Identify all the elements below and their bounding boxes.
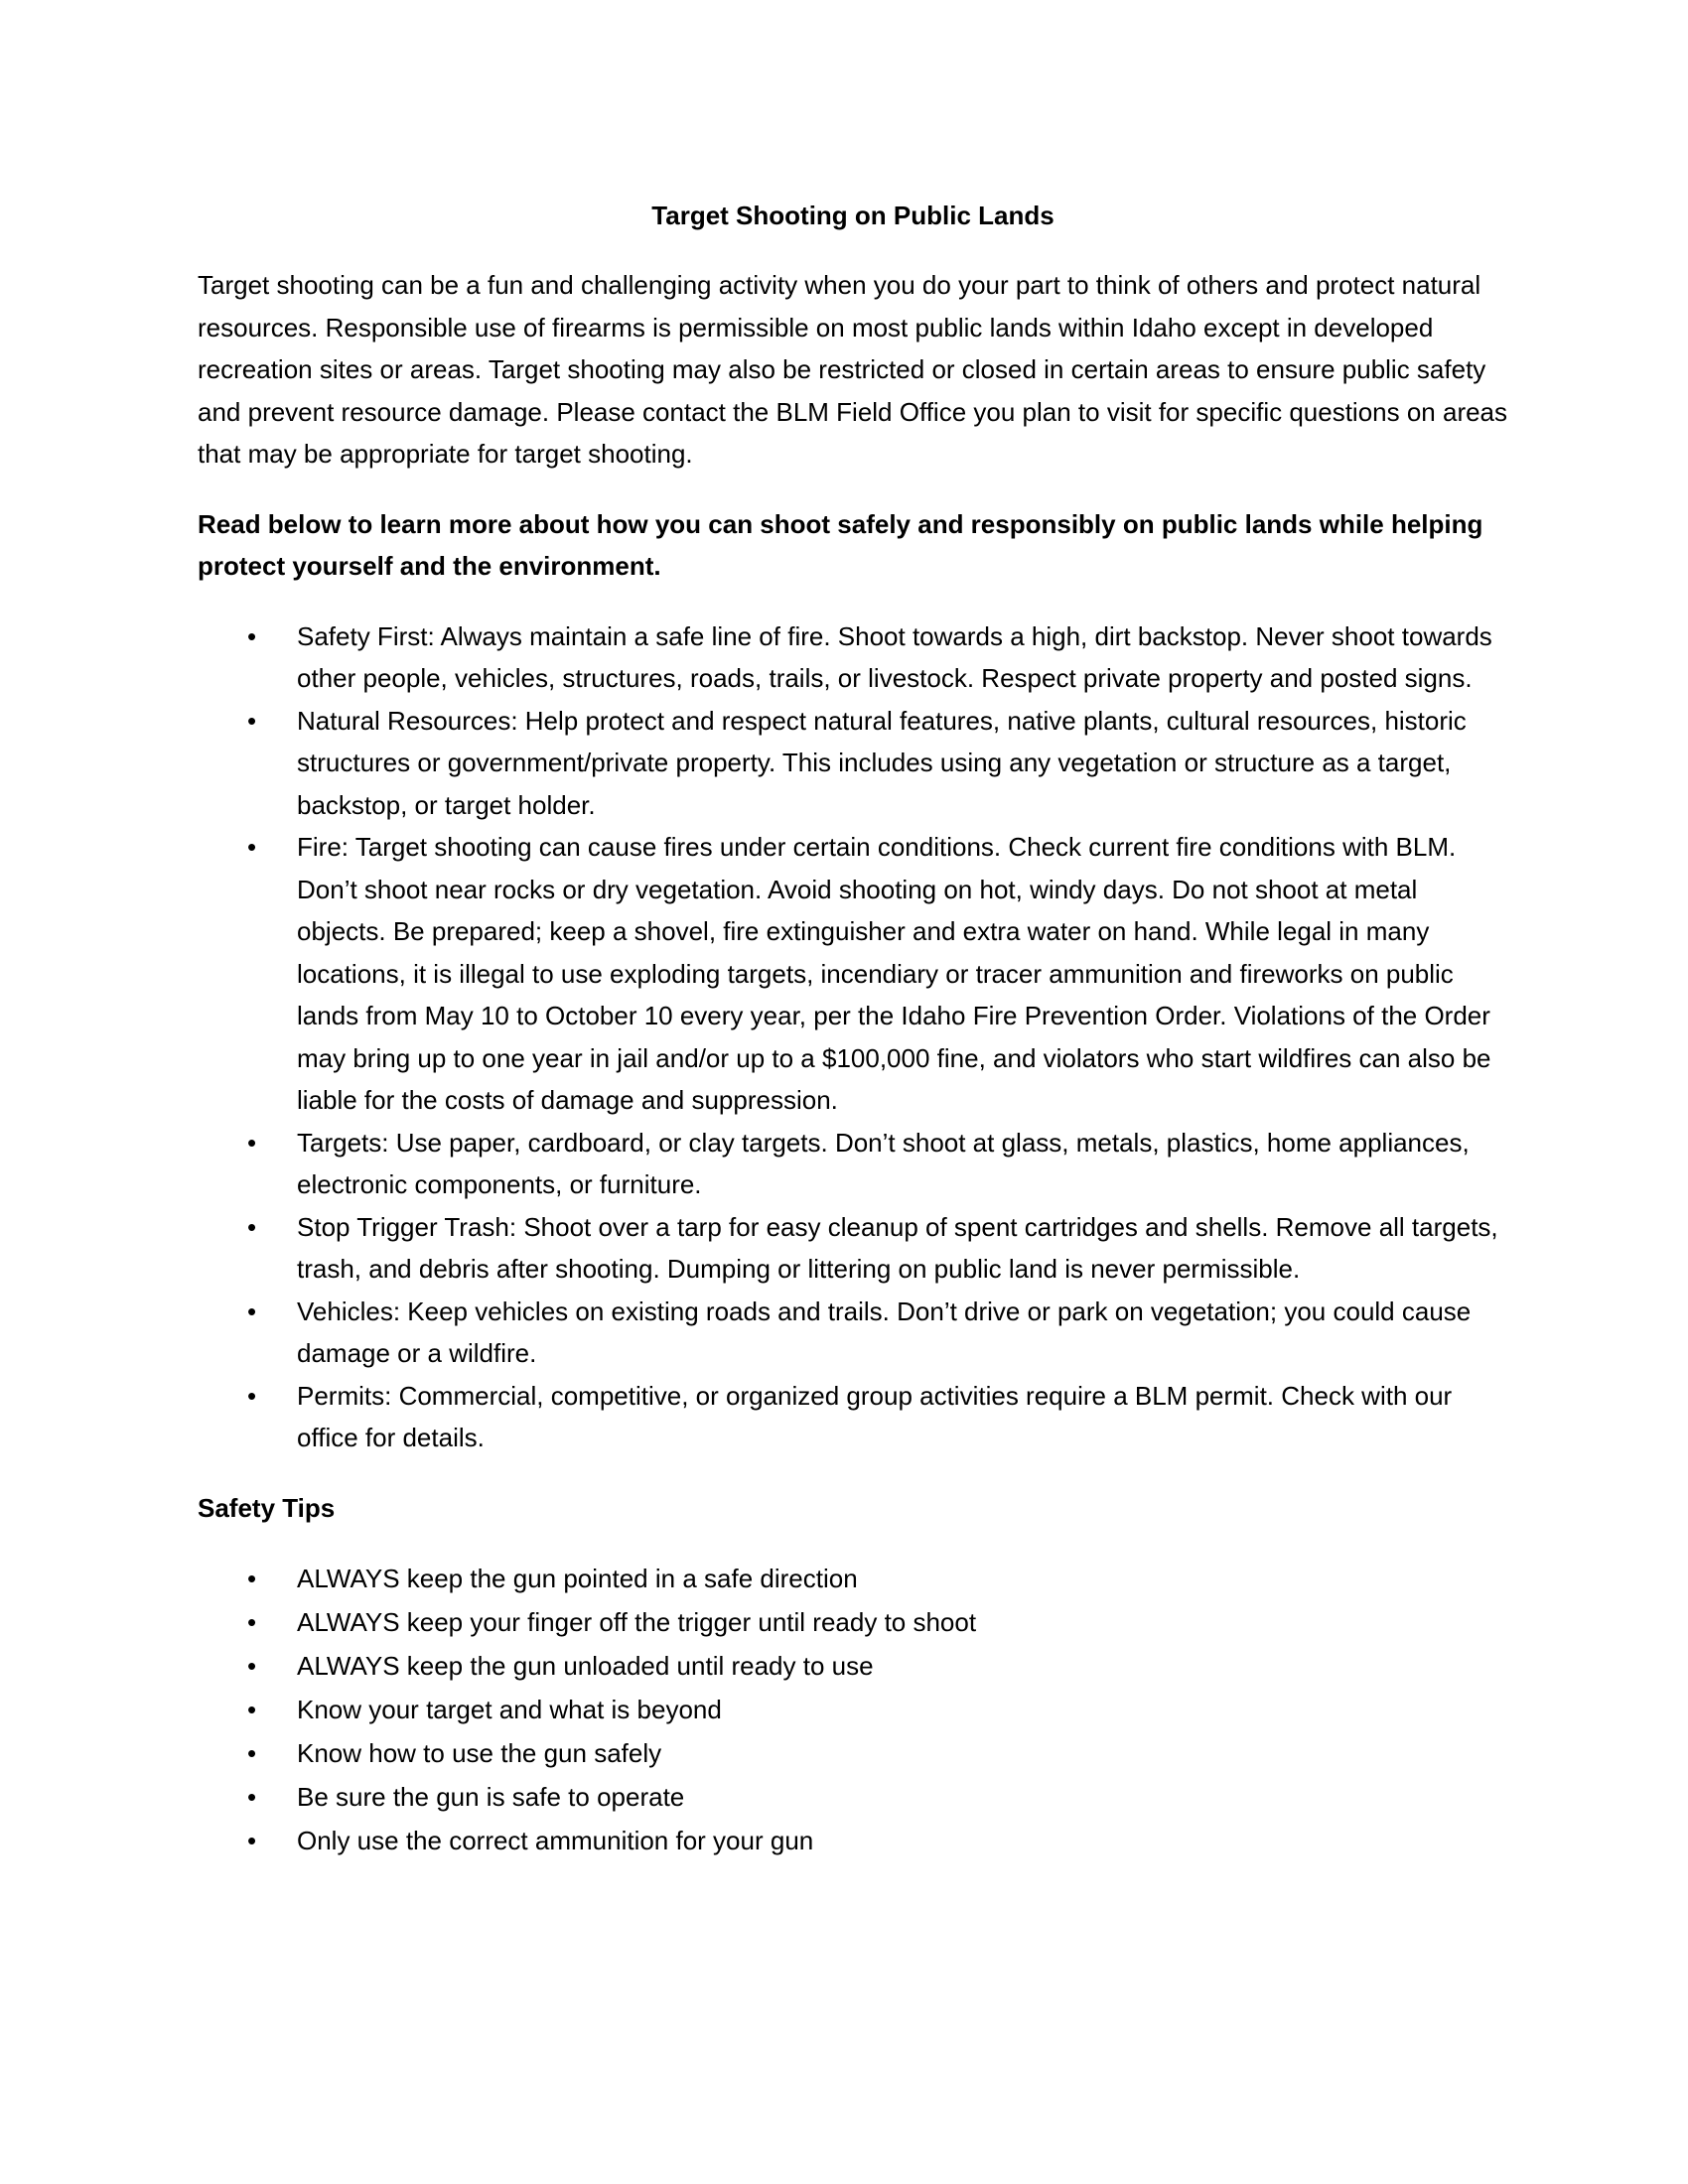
bullet-icon: • bbox=[247, 1606, 257, 1637]
safety-tips-list bbox=[198, 1557, 1508, 1862]
bullet-icon: • bbox=[247, 620, 257, 651]
safety-tip-text: Only use the correct ammunition for your gun bbox=[297, 1825, 814, 1855]
safety-tip-item bbox=[198, 1557, 1508, 1600]
guideline-text: Safety First: Always maintain a safe line of fire. Shoot towards a high, dirt backstop. Never shoot towards other people, vehicles, structures, roads, trails, or livestock. Respect private property and posted signs. bbox=[297, 620, 1492, 693]
bullet-icon: • bbox=[247, 1211, 257, 1242]
intro-paragraph: Target shooting can be a fun and challenging activity when you do your part to think of others and protect natural resources. Responsible use of firearms is permissible on most public lands within Idaho except in developed recreation sites or areas. Target shooting may also be restricted or closed in certain areas to ensure public safety and prevent resource damage. Please contact the BLM Field Office you plan to visit for specific questions on areas that may be appropriate for target shooting. bbox=[198, 270, 1508, 469]
guideline-item bbox=[198, 1122, 1508, 1206]
guideline-text: Fire: Target shooting can cause fires under certain conditions. Check current fire conditions with BLM. Don’t shoot near rocks or dry vegetation. Avoid shooting on hot, windy days. Do not shoot at metal objects. Be prepared; keep a shovel, fire extinguisher and extra water on hand. While legal in many locations, it is illegal to use exploding targets, incendiary or tracer ammunition and fireworks on public lands from May 10 to October 10 every year, per the Idaho Fire Prevention Order. Violations of the Order may bring up to one year in jail and/or up to a $100,000 fine, and violators who start wildfires can also be liable for the costs of damage and suppression. bbox=[297, 832, 1491, 1115]
guideline-item bbox=[198, 1375, 1508, 1459]
safety-tip-text: ALWAYS keep your finger off the trigger until ready to shoot bbox=[297, 1606, 977, 1637]
bullet-icon: • bbox=[247, 705, 257, 736]
guideline-text: Permits: Commercial, competitive, or organized group activities require a BLM permit. Check with our office for details. bbox=[297, 1380, 1453, 1452]
guideline-item bbox=[198, 826, 1508, 1122]
safety-tip-item bbox=[198, 1819, 1508, 1862]
bullet-icon: • bbox=[247, 1380, 257, 1411]
bullet-icon: • bbox=[247, 832, 257, 862]
bullet-icon: • bbox=[247, 1694, 257, 1724]
guideline-text: Targets: Use paper, cardboard, or clay targets. Don’t shoot at glass, metals, plastics, home appliances, electronic components, or furniture. bbox=[297, 1127, 1470, 1199]
safety-tip-text: Know your target and what is beyond bbox=[297, 1694, 722, 1724]
safety-tip-item bbox=[198, 1644, 1508, 1688]
bullet-icon: • bbox=[247, 1781, 257, 1812]
safety-tip-item bbox=[198, 1731, 1508, 1775]
guideline-item bbox=[198, 1206, 1508, 1291]
guideline-text: Vehicles: Keep vehicles on existing roads and trails. Don’t drive or park on vegetation; you could cause damage or a wildfire. bbox=[297, 1296, 1472, 1368]
bullet-icon: • bbox=[247, 1737, 257, 1768]
guideline-text: Stop Trigger Trash: Shoot over a tarp for easy cleanup of spent cartridges and shells. Remove all targets, trash, and debris after shooting. Dumping or littering on public land is never permissible. bbox=[297, 1211, 1498, 1284]
safety-tip-text: ALWAYS keep the gun pointed in a safe direction bbox=[297, 1563, 858, 1593]
safety-tip-text: Be sure the gun is safe to operate bbox=[297, 1781, 685, 1812]
bullet-icon: • bbox=[247, 1650, 257, 1681]
document-title: Target Shooting on Public Lands bbox=[651, 201, 1055, 230]
safety-tip-text: Know how to use the gun safely bbox=[297, 1737, 662, 1768]
safety-tip-item bbox=[198, 1688, 1508, 1731]
safety-tip-text: ALWAYS keep the gun unloaded until ready to use bbox=[297, 1650, 874, 1681]
guideline-text: Natural Resources: Help protect and respect natural features, native plants, cultural resources, historic structures or government/private property. This includes using any vegetation or structure as a target, backstop, or target holder. bbox=[297, 705, 1467, 820]
bullet-icon: • bbox=[247, 1563, 257, 1593]
guideline-item bbox=[198, 700, 1508, 827]
safety-tip-item bbox=[198, 1600, 1508, 1644]
guideline-item bbox=[198, 615, 1508, 700]
safety-tip-item bbox=[198, 1775, 1508, 1819]
guidelines-list bbox=[198, 615, 1508, 1459]
bullet-icon: • bbox=[247, 1825, 257, 1855]
bullet-icon: • bbox=[247, 1296, 257, 1326]
guideline-item bbox=[198, 1291, 1508, 1375]
bullet-icon: • bbox=[247, 1127, 257, 1158]
safety-tips-heading: Safety Tips bbox=[198, 1492, 336, 1523]
document-page bbox=[198, 195, 1508, 1862]
lead-paragraph: Read below to learn more about how you can shoot safely and responsibly on public lands while helping protect yourself and the environment. bbox=[198, 508, 1483, 581]
